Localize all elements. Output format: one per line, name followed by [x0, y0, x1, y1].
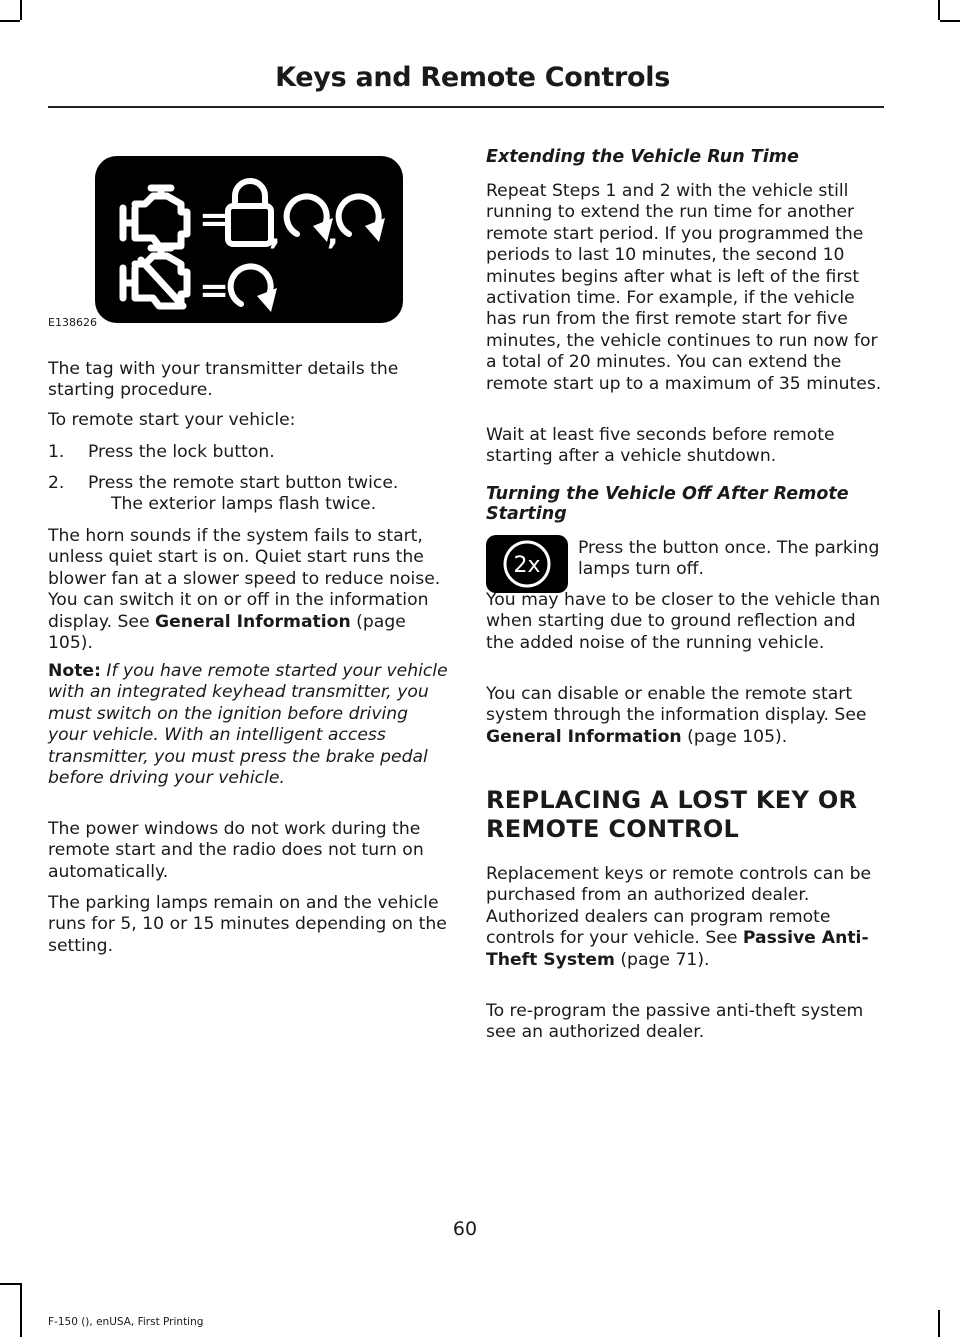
list-number: 2. — [48, 473, 65, 493]
crop-mark — [0, 1283, 20, 1285]
engine-off-icon — [123, 248, 187, 306]
paragraph: Repeat Steps 1 and 2 with the vehicle still running to extend the run time for another remote start period. If you programmed the periods to last 10 minutes, the second 10 minutes begins after what is left of the first activation time. For example, if the vehicle has run from the first remote start for five minutes, the vehicle continues to run now for a total of 20 minutes. You can extend the remote start up to a maximum of 35 minutes. — [486, 181, 882, 394]
section-heading-line: REPLACING A LOST KEY OR — [486, 786, 858, 814]
badge-text: 2x — [513, 553, 541, 578]
list-item — [48, 473, 450, 516]
equals-sign: = — [199, 199, 230, 240]
crop-mark — [938, 0, 940, 20]
figure-code: E138626 — [48, 316, 97, 329]
paragraph — [486, 684, 884, 748]
section-heading-line: REMOTE CONTROL — [486, 815, 740, 843]
paragraph: To remote start your vehicle: — [48, 410, 296, 430]
remote-button-badge — [486, 535, 568, 593]
paragraph — [48, 526, 450, 654]
paragraph: The tag with your transmitter details the starting procedure. — [48, 359, 399, 401]
subheading: Extending the Vehicle Run Time — [486, 147, 799, 167]
paragraph: Press the button once. The parking lamps turn off. — [578, 538, 880, 580]
crop-mark — [938, 1310, 940, 1337]
note — [48, 661, 450, 789]
lock-icon — [228, 181, 271, 244]
paragraph: The parking lamps remain on and the vehicle runs for 5, 10 or 15 minutes depending on the setting. — [48, 893, 447, 956]
crop-mark — [940, 20, 960, 22]
paragraph: To re-program the passive anti-theft system see an authorized dealer. — [486, 1001, 864, 1043]
xref-link[interactable]: Passive Anti-Theft System — [486, 928, 869, 970]
xref-link[interactable]: General Information — [486, 726, 682, 747]
text-run: (page 71). — [614, 949, 710, 970]
paragraph: The power windows do not work during the remote start and the radio does not turn on automatically. — [48, 819, 424, 882]
page-title: Keys and Remote Controls — [275, 62, 670, 93]
xref-link[interactable]: General Information — [155, 611, 351, 632]
crop-mark — [20, 0, 22, 20]
figure-graphic — [95, 156, 403, 323]
equals-sign: = — [199, 270, 230, 311]
header-rule — [48, 106, 884, 108]
remote-start-figure — [95, 156, 403, 323]
page-number: 60 — [452, 1218, 478, 1240]
section-heading — [486, 786, 884, 844]
list-text: The exterior lamps flash twice. — [111, 494, 377, 515]
subheading: Turning the Vehicle Off After Remote Starting — [486, 484, 849, 524]
footer-text: F-150 (), enUSA, First Printing — [48, 1316, 204, 1328]
list-item — [48, 442, 450, 463]
paragraph — [486, 864, 884, 971]
list-number: 1. — [48, 442, 65, 462]
text-run: Replacement keys or remote controls can be purchased from an authorized dealer. Authorized dealers can program remote controls for your vehicle. See — [486, 864, 872, 949]
paragraph: Wait at least five seconds before remote starting after a vehicle shutdown. — [486, 425, 835, 467]
comma: , — [327, 217, 339, 252]
crop-mark — [0, 20, 20, 22]
paragraph: You may have to be closer to the vehicle than when starting due to ground reflection and the added noise of the running vehicle. — [486, 590, 881, 653]
note-text: If you have remote started your vehicle with an integrated keyhead transmitter, you must switch on the ignition before driving your vehicle. With an intelligent access transmitter, you must press the brake pedal before driving your vehicle. — [48, 661, 448, 789]
crop-mark — [20, 1283, 22, 1337]
badge-graphic — [486, 535, 568, 593]
list-text: Press the lock button. — [88, 442, 275, 462]
comma: , — [269, 217, 281, 252]
note-label: Note: — [48, 661, 101, 681]
text-run: (page 105). — [48, 611, 406, 654]
engine-icon — [123, 188, 187, 246]
text-run: (page 105). — [681, 726, 788, 747]
list-text: Press the remote start button twice. — [88, 473, 399, 493]
text-run: You can disable or enable the remote start system through the information display. See — [486, 684, 867, 726]
text-run: The horn sounds if the system fails to start, unless quiet start is on. Quiet start runs the blower fan at a slower speed to reduce noise. You can switch it on or off in the information display. See — [48, 526, 441, 632]
